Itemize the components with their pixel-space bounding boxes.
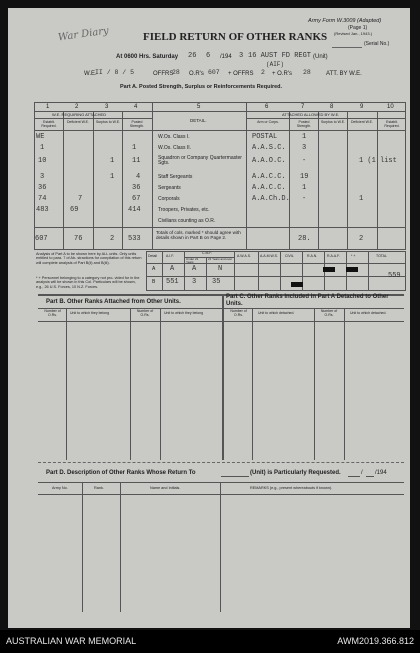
table-row: [34, 216, 406, 227]
cell-establt: 1: [40, 144, 45, 152]
total-deficient-att: 2: [359, 235, 364, 243]
cell-establt: 3: [40, 173, 45, 181]
serial-no: (Serial No.): [364, 41, 390, 47]
cell-posted-att: 1: [302, 184, 307, 192]
war-diary-scribble: War Diary: [57, 25, 110, 44]
cell-detail: Corporals: [158, 196, 180, 202]
plus-offrs-label: + OFFRS: [228, 71, 254, 77]
col-number: 7: [301, 104, 305, 110]
analysis-header-aamws: A.A.M.W.S.: [260, 254, 278, 258]
date-year-prefix: /194: [220, 54, 232, 60]
total-surplus: 2: [110, 235, 115, 243]
offrs-value: 28: [172, 69, 180, 76]
table-row: [34, 194, 406, 205]
analysis-row-a-total: 559: [388, 272, 401, 280]
form-revised: (Revised Jan., 1943.): [334, 31, 373, 36]
col-header: Establt. Required.: [41, 120, 57, 128]
cell-arm: A.A.C.C.: [252, 173, 286, 181]
cell-establt: 10: [38, 157, 47, 165]
col-header: Surplus to W.E.: [95, 120, 121, 124]
analysis-header-under21: Under 21 Years: [186, 257, 199, 264]
form-sheet: [8, 8, 410, 628]
table-row: [34, 154, 406, 170]
part-b-col-header: Number of O.Rs.: [136, 309, 154, 317]
plus-ors-label: + O.R's: [272, 71, 292, 77]
offrs-label: OFFRS: [153, 71, 174, 77]
cell-posted-att: 3: [302, 144, 307, 152]
date-year-digit: 3: [239, 52, 244, 60]
plus-offrs-value: 2: [261, 69, 265, 76]
cell-posted-att: -: [302, 157, 307, 165]
cell-posted: 1: [132, 144, 137, 152]
redaction-mark: [323, 267, 335, 272]
archive-footer: [0, 630, 420, 653]
part-d-col-rank: Rank.: [94, 486, 104, 490]
cell-posted: 36: [132, 184, 141, 192]
col-number: 8: [330, 104, 334, 110]
part-b-col-header: Unit to which they belong: [164, 311, 204, 315]
at-label: At 0600 Hrs. Saturday: [116, 54, 179, 60]
col-number: 6: [265, 104, 269, 110]
cell-detail: Staff Sergeants: [158, 174, 193, 180]
col-number: 10: [387, 104, 394, 110]
part-d-col-army-no: Army No.: [52, 486, 68, 490]
cell-surplus: 1: [110, 173, 115, 181]
unit-label: (Unit): [313, 54, 328, 60]
col-header: Arm or Corps.: [257, 120, 279, 124]
cell-arm: A.A.C.C.: [252, 184, 286, 192]
total-posted-att: 28.: [298, 235, 311, 243]
left-group-header: W.E. REQUIRING ATTACHED: [52, 112, 107, 117]
cell-deficient: 69: [70, 206, 79, 214]
cell-detail: W.Os. Class II.: [158, 145, 192, 151]
part-d-col-remarks: REMARKS (e.g., present whereabouts if known).: [250, 486, 333, 490]
cell-posted: 414: [128, 206, 141, 214]
col-number: 1: [46, 104, 50, 110]
analysis-row-b-label: B: [152, 279, 156, 285]
part-d-unit-label: (Unit) is Particularly Requested.: [250, 470, 341, 476]
part-c-col-header: Unit to which detached.: [350, 311, 387, 315]
cell-detail: Civilians counting as O.R.: [158, 218, 216, 224]
perforation-line: [38, 462, 404, 463]
part-b-col-header: Unit to which they belong: [70, 311, 110, 315]
cell-detail: W.Os. Class I.: [158, 134, 190, 140]
part-a-heading: Part A. Posted Strength, Surplus or Reinforcements Required.: [120, 84, 283, 90]
total-detail: Totals of cols. marked * should agree with details shown in Part B on Page 2.: [156, 230, 241, 241]
analysis-row-a-under21: A: [192, 265, 197, 273]
col-header: Establt. Required.: [384, 120, 400, 128]
redaction-mark: [291, 282, 303, 287]
total-deficient: 76: [74, 235, 83, 243]
cell-posted-att: 19: [300, 173, 309, 181]
cell-posted-att: -: [302, 195, 307, 203]
cell-posted: 4: [136, 173, 141, 181]
date-month: 6: [206, 52, 211, 60]
part-a-table: [34, 102, 406, 250]
cell-posted-att: 1: [302, 133, 307, 141]
att-by-we-label: ATT. BY W.E.: [326, 71, 362, 77]
analysis-header-ran: R.A.N.: [307, 254, 318, 258]
totals-row: [34, 228, 406, 249]
part-d-year: /194: [375, 470, 387, 476]
ors-value: 607: [208, 69, 220, 76]
cell-detail: Squadron or Company Quartermaster Sgts.: [158, 155, 242, 166]
analysis-row-b-aif: 551: [166, 278, 179, 286]
plus-ors-value: 28: [303, 69, 311, 76]
cell-surplus: 1: [110, 157, 115, 165]
cell-detail: Troopers, Privates, etc.: [158, 207, 210, 213]
analysis-table: [146, 251, 406, 291]
col-number: 9: [360, 104, 364, 110]
cell-establt: 36: [38, 184, 47, 192]
part-b-col-header: Number of O.Rs.: [44, 309, 61, 317]
analysis-note-foreign: * + Personnel belonging to a category not pro- vided for in the analysis will be shown in this Col. Particulars will be shown, e.g., 26 U.S. Forces, 10 N.Z. Forces.: [36, 276, 140, 289]
analysis-row-a-over21: N: [218, 265, 223, 273]
cell-detail: Sergeants: [158, 185, 181, 191]
part-c-table: [224, 308, 404, 460]
cell-deficient-att: 1: [359, 195, 364, 203]
col-header: Deficient W.E.: [351, 120, 373, 124]
col-number: 2: [75, 104, 79, 110]
total-establt: 607: [35, 235, 48, 243]
analysis-row-a-aif: A: [170, 265, 175, 273]
cell-establt: 74: [38, 195, 47, 203]
part-d-heading: Part D. Description of Other Ranks Whose Return To: [46, 470, 196, 476]
cell-deficient-att: 1 (1 list: [359, 157, 397, 165]
cell-arm: A.A.Ch.D.: [252, 195, 290, 203]
analysis-header-aif: A.I.F.: [166, 254, 174, 258]
right-group-header: ATTACHED ALLOWED BY W.E.: [282, 112, 340, 117]
analysis-row-b-over21: 35: [212, 278, 221, 286]
cell-establt: 483: [36, 206, 49, 214]
unit-note: (AIF): [266, 61, 285, 68]
table-row: [34, 172, 406, 183]
date-day: 26: [188, 52, 197, 60]
part-c-heading: Part C. Other Ranks Included in Part A Detached to Other Units.: [226, 294, 389, 307]
footer-accession: AWM2019.366.812: [337, 636, 414, 646]
analysis-header-civil: CIVIL: [285, 254, 294, 258]
cell-posted: 11: [132, 157, 141, 165]
analysis-header-total: TOTAL: [376, 254, 387, 258]
col-header: Surplus to W.E.: [320, 120, 346, 124]
analysis-row-a-label: A: [152, 266, 156, 272]
col-header: Deficient W.E.: [67, 120, 89, 124]
analysis-note: Analysis of Part A to be shown here by ALL units. Only units entitled to para. 7 of Ab- stractions for compilation of this return will complete analysis of Part B(ii) and B(iii).: [36, 252, 142, 265]
redaction-mark: [346, 267, 358, 272]
cell-arm: A.A.O.C.: [252, 157, 286, 165]
col-header: Posted Strength.: [129, 120, 145, 128]
form-page: (Page 1): [348, 25, 368, 31]
part-c-col-header: Number of O.Rs.: [230, 309, 247, 317]
analysis-header-cmf: C.M.F.: [202, 251, 213, 255]
table-row: [34, 183, 406, 194]
cell-establt: WE: [36, 133, 45, 141]
we-value: II / 8 / 5: [95, 69, 135, 76]
form-reference: Army Form W.3009 (Adapted): [308, 18, 382, 24]
cell-deficient: 7: [78, 195, 83, 203]
total-posted: 533: [128, 235, 141, 243]
unit-name: 16 AUST FD REGT: [248, 52, 312, 60]
cell-posted: 67: [132, 195, 141, 203]
analysis-header-raaf: R.A.A.F.: [327, 254, 340, 258]
form-title: FIELD RETURN OF OTHER RANKS: [143, 31, 328, 43]
analysis-header-awas: A.W.A.S.: [237, 254, 252, 258]
table-row: [34, 132, 406, 143]
col-number: 3: [105, 104, 109, 110]
col-header: Posted Strength.: [296, 120, 312, 128]
part-d-col-name: Name and Initials.: [150, 486, 181, 490]
analysis-row-b-under21: 3: [192, 278, 197, 286]
footer-institution: AUSTRALIAN WAR MEMORIAL: [6, 636, 137, 646]
cell-arm: POSTAL: [252, 133, 278, 141]
detail-header: DETAIL.: [190, 118, 207, 123]
col-number: 4: [134, 104, 138, 110]
part-d-table: [38, 482, 404, 612]
analysis-header-over21: 21 Years and over: [208, 257, 233, 261]
we-label: W.E.: [84, 71, 97, 77]
table-row: [34, 143, 406, 154]
part-b-table: [38, 308, 222, 460]
part-c-col-header: Unit to which detached.: [258, 311, 295, 315]
part-c-col-header: Number of O.Rs.: [320, 309, 338, 317]
analysis-header-other: * +: [351, 254, 356, 258]
analysis-header-detail: Detail: [148, 254, 157, 258]
col-number: 5: [197, 104, 201, 110]
ors-label: O.R's: [189, 71, 204, 77]
table-row: [34, 205, 406, 216]
part-d-slash: /: [361, 470, 363, 476]
part-b-heading: Part B. Other Ranks Attached from Other Units.: [46, 299, 181, 305]
cell-arm: A.A.S.C.: [252, 144, 286, 152]
